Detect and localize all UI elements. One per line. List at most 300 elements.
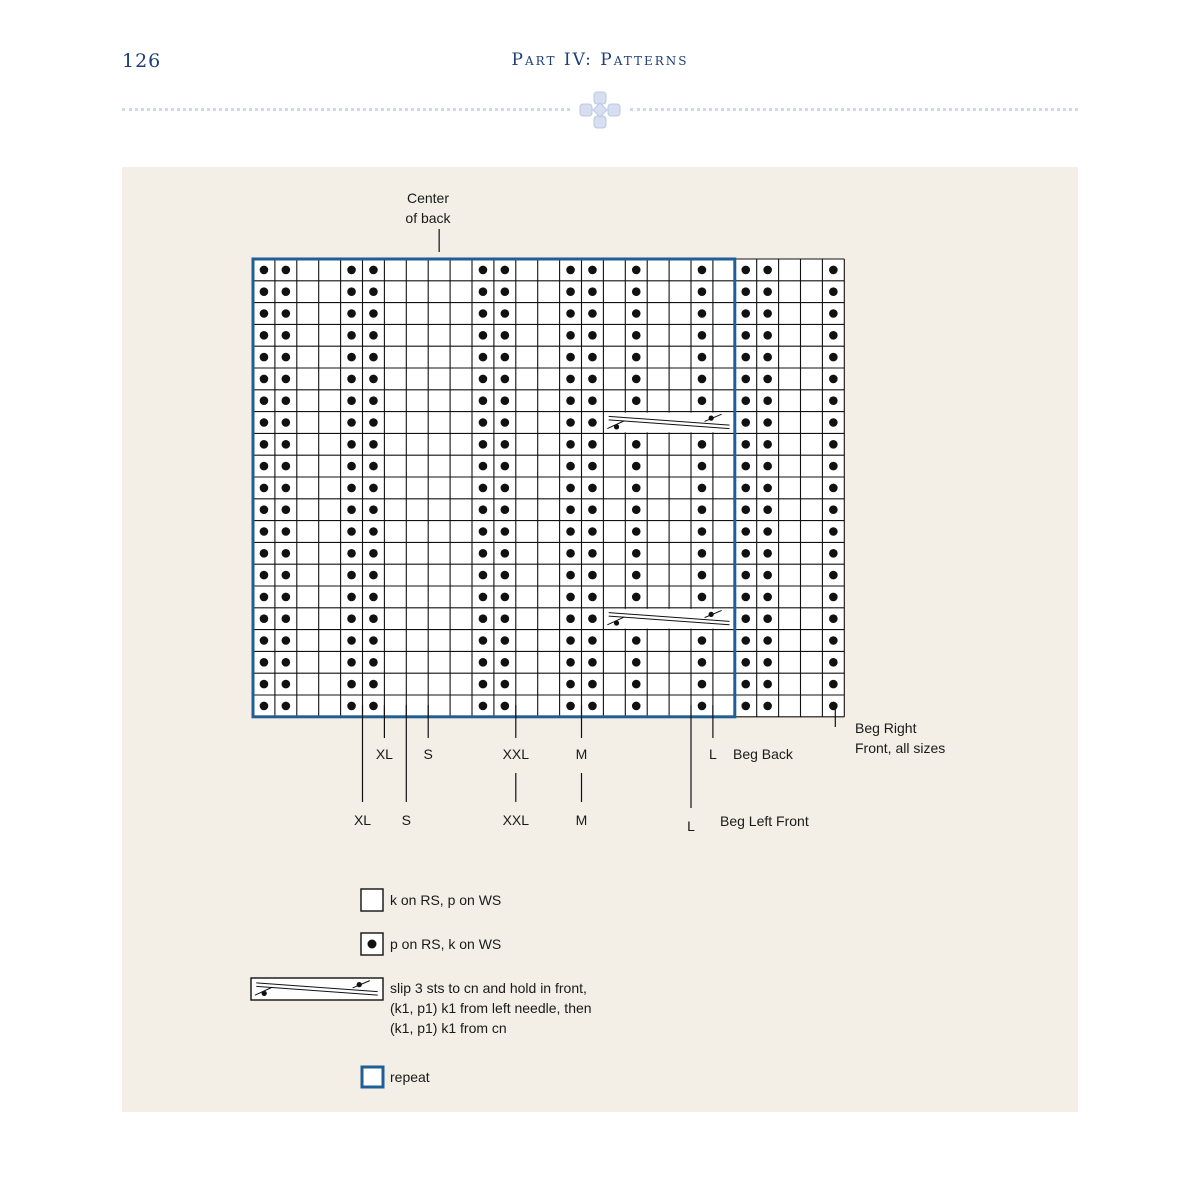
purl-stitch — [741, 440, 750, 449]
purl-stitch — [347, 331, 356, 340]
purl-stitch — [347, 462, 356, 471]
purl-stitch — [501, 593, 510, 602]
legend-knit-text: k on RS, p on WS — [390, 892, 502, 908]
beg-right-front-line2: Front, all sizes — [855, 740, 946, 756]
purl-stitch — [829, 658, 838, 667]
purl-stitch — [829, 636, 838, 645]
purl-stitch — [698, 331, 707, 340]
purl-stitch — [369, 266, 378, 275]
purl-stitch — [282, 505, 291, 514]
purl-stitch — [282, 702, 291, 711]
purl-stitch — [501, 418, 510, 427]
purl-stitch — [479, 702, 488, 711]
legend-cable-text — [390, 978, 592, 1038]
purl-stitch — [369, 331, 378, 340]
purl-stitch — [698, 636, 707, 645]
purl-stitch — [282, 396, 291, 405]
purl-stitch — [347, 549, 356, 558]
purl-stitch — [479, 527, 488, 536]
purl-stitch — [347, 702, 356, 711]
purl-stitch — [588, 396, 597, 405]
purl-stitch — [369, 636, 378, 645]
purl-stitch — [369, 702, 378, 711]
purl-stitch — [741, 505, 750, 514]
purl-stitch — [260, 440, 269, 449]
purl-stitch — [632, 331, 641, 340]
upper-marker-label-xl: XL — [375, 746, 393, 762]
purl-stitch — [632, 396, 641, 405]
purl-stitch — [369, 680, 378, 689]
purl-stitch — [588, 614, 597, 623]
purl-stitch — [698, 680, 707, 689]
purl-stitch — [501, 396, 510, 405]
purl-stitch — [632, 309, 641, 318]
purl-stitch — [260, 505, 269, 514]
purl-stitch — [260, 658, 269, 667]
purl-stitch — [282, 287, 291, 296]
legend-symbols — [251, 889, 383, 1087]
purl-stitch — [369, 614, 378, 623]
purl-stitch — [763, 462, 772, 471]
purl-stitch — [698, 440, 707, 449]
purl-stitch — [347, 440, 356, 449]
purl-stitch — [588, 484, 597, 493]
purl-stitch — [479, 331, 488, 340]
purl-stitch — [829, 440, 838, 449]
purl-stitch — [347, 484, 356, 493]
purl-stitch — [763, 593, 772, 602]
purl-stitch — [763, 527, 772, 536]
purl-stitch — [588, 375, 597, 384]
purl-stitch — [479, 505, 488, 514]
lower-marker-label-l: L — [687, 818, 695, 834]
purl-stitch — [501, 702, 510, 711]
purl-stitch — [698, 462, 707, 471]
purl-stitch — [741, 266, 750, 275]
purl-stitch — [501, 440, 510, 449]
purl-stitch — [829, 614, 838, 623]
purl-stitch — [260, 353, 269, 362]
purl-stitch — [501, 309, 510, 318]
purl-stitch — [479, 462, 488, 471]
purl-stitch — [763, 680, 772, 689]
purl-stitch — [829, 266, 838, 275]
purl-stitch — [566, 593, 575, 602]
purl-stitch — [829, 331, 838, 340]
purl-stitch — [763, 331, 772, 340]
purl-stitch — [479, 484, 488, 493]
purl-stitch — [698, 287, 707, 296]
purl-stitch — [741, 527, 750, 536]
purl-stitch — [566, 309, 575, 318]
purl-stitch — [763, 549, 772, 558]
purl-stitch — [566, 462, 575, 471]
purl-stitch — [479, 549, 488, 558]
purl-stitch — [479, 309, 488, 318]
purl-stitch — [632, 549, 641, 558]
purl-stitch — [763, 505, 772, 514]
purl-stitch — [260, 527, 269, 536]
purl-stitch — [369, 549, 378, 558]
beg-right-front-line1: Beg Right — [855, 720, 917, 736]
purl-stitch — [566, 549, 575, 558]
purl-stitch — [588, 549, 597, 558]
purl-stitch — [829, 549, 838, 558]
purl-stitch — [369, 484, 378, 493]
purl-stitch — [588, 418, 597, 427]
lower-marker-label-xl: XL — [353, 812, 372, 828]
purl-stitch — [566, 636, 575, 645]
legend-repeat-text: repeat — [390, 1069, 430, 1085]
purl-stitch — [632, 484, 641, 493]
purl-stitch — [741, 462, 750, 471]
purl-stitch — [829, 702, 838, 711]
purl-stitch — [588, 680, 597, 689]
running-head: Part IV: Patterns — [511, 50, 689, 70]
purl-stitch — [829, 309, 838, 318]
purl-stitch — [282, 614, 291, 623]
purl-stitch — [741, 309, 750, 318]
purl-stitch — [479, 266, 488, 275]
purl-stitch — [260, 702, 269, 711]
purl-stitch — [479, 396, 488, 405]
purl-stitch — [260, 614, 269, 623]
purl-stitch — [566, 418, 575, 427]
purl-stitch — [741, 331, 750, 340]
purl-stitch — [829, 375, 838, 384]
purl-stitch — [566, 375, 575, 384]
purl-stitch — [479, 680, 488, 689]
purl-stitch — [698, 396, 707, 405]
upper-marker-label-xxl: XXL — [502, 746, 530, 762]
purl-stitch — [741, 571, 750, 580]
purl-stitch — [347, 353, 356, 362]
purl-stitch — [829, 593, 838, 602]
purl-stitch — [829, 505, 838, 514]
purl-stitch — [501, 462, 510, 471]
beg-back-label: Beg Back — [733, 746, 793, 762]
purl-stitch — [347, 593, 356, 602]
purl-stitch — [632, 440, 641, 449]
purl-stitch — [698, 353, 707, 362]
purl-stitch — [588, 440, 597, 449]
purl-stitch — [282, 462, 291, 471]
purl-stitch — [566, 484, 575, 493]
purl-stitch — [501, 331, 510, 340]
purl-stitch — [632, 287, 641, 296]
purl-stitch — [479, 614, 488, 623]
cable-dot — [709, 416, 714, 421]
purl-stitch — [347, 614, 356, 623]
legend-repeat-box — [362, 1067, 383, 1087]
purl-stitch — [282, 680, 291, 689]
purl-stitch — [632, 505, 641, 514]
purl-stitch — [566, 680, 575, 689]
legend-knit-box — [361, 889, 383, 911]
purl-stitch — [282, 636, 291, 645]
purl-stitch — [588, 331, 597, 340]
purl-stitch — [588, 571, 597, 580]
purl-stitch — [260, 266, 269, 275]
purl-stitch — [347, 287, 356, 296]
purl-stitch — [260, 484, 269, 493]
purl-stitch — [763, 353, 772, 362]
purl-stitch — [282, 331, 291, 340]
purl-stitch — [763, 440, 772, 449]
purl-stitch — [501, 549, 510, 558]
purl-stitch — [588, 658, 597, 667]
purl-stitch — [763, 702, 772, 711]
purl-stitch — [479, 593, 488, 602]
purl-stitch — [829, 484, 838, 493]
purl-stitch — [260, 418, 269, 427]
purl-stitch — [829, 462, 838, 471]
beg-right-front-label — [855, 718, 945, 758]
purl-stitch — [369, 658, 378, 667]
purl-stitch — [698, 658, 707, 667]
purl-stitch — [829, 418, 838, 427]
purl-stitch — [369, 375, 378, 384]
legend-cable-line1: slip 3 sts to cn and hold in front, — [390, 980, 587, 996]
purl-stitch — [282, 658, 291, 667]
purl-stitch — [632, 702, 641, 711]
purl-stitch — [632, 636, 641, 645]
purl-stitch — [282, 527, 291, 536]
cable-background — [604, 413, 733, 433]
cable-dot — [709, 612, 714, 617]
purl-stitch — [829, 680, 838, 689]
purl-stitch — [566, 658, 575, 667]
beg-left-front-label: Beg Left Front — [720, 813, 809, 829]
lower-marker-label-xxl: XXL — [502, 812, 530, 828]
purl-stitch — [501, 484, 510, 493]
legend-cable-line2: (k1, p1) k1 from left needle, then — [390, 1000, 592, 1016]
purl-stitch — [763, 287, 772, 296]
center-label-line1: Center — [406, 190, 450, 206]
purl-stitch — [260, 462, 269, 471]
purl-stitch — [741, 549, 750, 558]
purl-stitch — [588, 527, 597, 536]
purl-stitch — [741, 680, 750, 689]
purl-stitch — [369, 418, 378, 427]
purl-stitch — [698, 375, 707, 384]
purl-stitch — [763, 571, 772, 580]
purl-stitch — [282, 266, 291, 275]
purl-stitch — [479, 440, 488, 449]
purl-stitch — [369, 440, 378, 449]
purl-stitch — [741, 418, 750, 427]
purl-stitch — [369, 396, 378, 405]
purl-stitch — [632, 571, 641, 580]
purl-stitch — [347, 571, 356, 580]
purl-stitch — [588, 593, 597, 602]
purl-stitch — [260, 571, 269, 580]
purl-stitch — [698, 527, 707, 536]
purl-stitch — [632, 353, 641, 362]
purl-stitch — [369, 593, 378, 602]
purl-stitch — [763, 636, 772, 645]
purl-stitch — [698, 571, 707, 580]
purl-stitch — [566, 353, 575, 362]
purl-stitch — [347, 418, 356, 427]
purl-stitch — [763, 266, 772, 275]
cable-dot — [614, 424, 619, 429]
purl-stitch — [369, 462, 378, 471]
purl-stitch — [588, 462, 597, 471]
purl-stitch — [501, 353, 510, 362]
purl-stitch — [501, 505, 510, 514]
purl-stitch — [829, 287, 838, 296]
lower-marker-label-s: S — [401, 812, 411, 828]
purl-stitch — [347, 396, 356, 405]
purl-stitch — [566, 396, 575, 405]
purl-stitch — [282, 353, 291, 362]
purl-stitch — [501, 571, 510, 580]
purl-stitch — [260, 680, 269, 689]
purl-stitch — [763, 396, 772, 405]
purl-stitch — [741, 484, 750, 493]
purl-stitch — [588, 702, 597, 711]
purl-stitch — [588, 287, 597, 296]
purl-stitch — [763, 658, 772, 667]
purl-stitch — [260, 549, 269, 558]
purl-stitch — [632, 593, 641, 602]
cable-dot — [614, 620, 619, 625]
purl-stitch — [282, 440, 291, 449]
legend-cable-box — [251, 978, 383, 1000]
purl-stitch — [829, 527, 838, 536]
upper-marker-label-s: S — [423, 746, 433, 762]
purl-stitch — [632, 462, 641, 471]
purl-stitch — [501, 527, 510, 536]
purl-stitch — [829, 396, 838, 405]
purl-stitch — [698, 309, 707, 318]
purl-stitch — [369, 353, 378, 362]
purl-stitch — [479, 418, 488, 427]
purl-stitch — [347, 658, 356, 667]
purl-stitch — [698, 505, 707, 514]
purl-stitch — [566, 266, 575, 275]
purl-stitch — [369, 571, 378, 580]
purl-stitch — [260, 287, 269, 296]
purl-stitch — [282, 375, 291, 384]
purl-stitch — [588, 353, 597, 362]
purl-stitch — [632, 527, 641, 536]
legend-cable-line3: (k1, p1) k1 from cn — [390, 1020, 507, 1036]
purl-stitch — [698, 484, 707, 493]
purl-stitch — [479, 287, 488, 296]
purl-stitch — [741, 287, 750, 296]
purl-stitch — [260, 309, 269, 318]
chart-grid — [253, 259, 844, 717]
purl-stitch — [479, 658, 488, 667]
purl-stitch — [282, 309, 291, 318]
purl-stitch — [763, 614, 772, 623]
purl-stitch — [501, 658, 510, 667]
purl-stitch — [566, 571, 575, 580]
chart-background — [253, 259, 844, 717]
purl-stitch — [741, 396, 750, 405]
purl-stitch — [763, 309, 772, 318]
purl-stitch — [763, 375, 772, 384]
purl-stitch — [479, 571, 488, 580]
purl-stitch — [741, 636, 750, 645]
purl-stitch — [741, 702, 750, 711]
purl-stitch — [260, 396, 269, 405]
purl-stitch — [698, 549, 707, 558]
purl-stitch — [501, 287, 510, 296]
purl-stitch — [282, 549, 291, 558]
purl-stitch — [282, 418, 291, 427]
purl-stitch — [829, 353, 838, 362]
purl-stitch — [741, 658, 750, 667]
purl-stitch — [260, 636, 269, 645]
purl-stitch — [588, 636, 597, 645]
purl-stitch — [501, 636, 510, 645]
purl-stitch — [369, 309, 378, 318]
purl-stitch — [479, 636, 488, 645]
legend-purl-dot — [368, 940, 377, 949]
upper-marker-label-m: M — [575, 746, 588, 762]
purl-stitch — [501, 680, 510, 689]
purl-stitch — [347, 375, 356, 384]
cable-dot — [262, 991, 267, 996]
purl-stitch — [566, 331, 575, 340]
cable-background — [604, 609, 733, 629]
purl-stitch — [632, 375, 641, 384]
purl-stitch — [632, 658, 641, 667]
purl-stitch — [741, 614, 750, 623]
purl-stitch — [741, 375, 750, 384]
purl-stitch — [698, 266, 707, 275]
center-label-line2: of back — [405, 210, 451, 226]
purl-stitch — [369, 505, 378, 514]
purl-stitch — [479, 353, 488, 362]
purl-stitch — [566, 702, 575, 711]
purl-stitch — [369, 287, 378, 296]
purl-stitch — [588, 505, 597, 514]
lower-marker-label-m: M — [575, 812, 588, 828]
purl-stitch — [347, 680, 356, 689]
purl-stitch — [282, 484, 291, 493]
purl-stitch — [501, 266, 510, 275]
upper-marker-label-l: L — [708, 746, 717, 762]
purl-stitch — [763, 484, 772, 493]
purl-stitch — [501, 375, 510, 384]
purl-stitch — [632, 680, 641, 689]
purl-stitch — [566, 505, 575, 514]
purl-stitch — [260, 331, 269, 340]
purl-stitch — [260, 375, 269, 384]
purl-stitch — [369, 527, 378, 536]
purl-stitch — [588, 309, 597, 318]
purl-stitch — [347, 636, 356, 645]
purl-stitch — [763, 418, 772, 427]
purl-stitch — [566, 287, 575, 296]
purl-stitch — [698, 593, 707, 602]
purl-stitch — [347, 527, 356, 536]
purl-stitch — [566, 440, 575, 449]
purl-stitch — [282, 593, 291, 602]
purl-stitch — [698, 702, 707, 711]
legend-purl-text: p on RS, k on WS — [390, 936, 502, 952]
purl-stitch — [347, 505, 356, 514]
purl-stitch — [347, 266, 356, 275]
purl-stitch — [741, 353, 750, 362]
cable-dot — [357, 982, 362, 987]
purl-stitch — [741, 593, 750, 602]
purl-stitch — [566, 614, 575, 623]
